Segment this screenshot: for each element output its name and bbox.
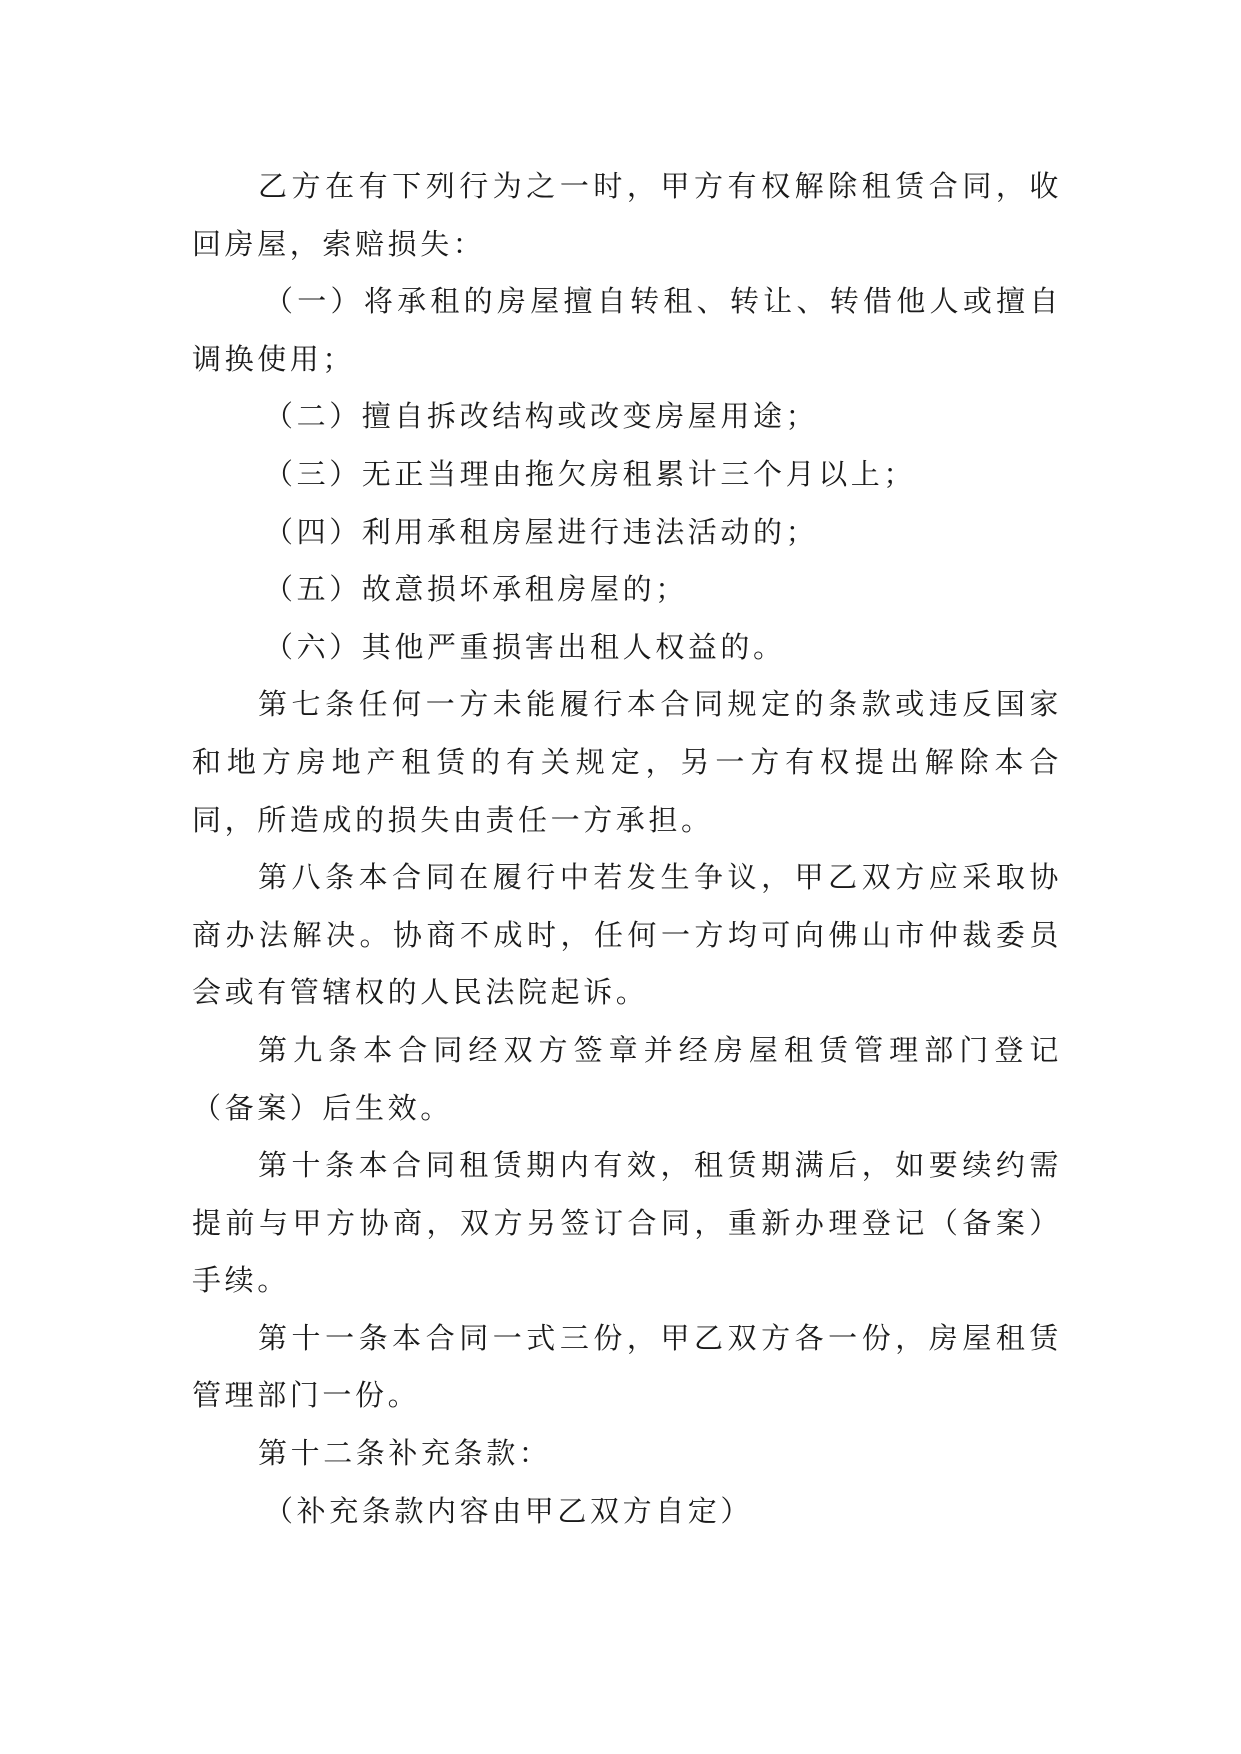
paragraph-item-3: （三）无正当理由拖欠房租累计三个月以上； xyxy=(264,456,917,491)
paragraph-article-10: 第十条本合同租赁期内有效，租赁期满后，如要续约需提前与甲方协商，双方另签订合同，重新办理登记（备案）手续。 xyxy=(192,1148,1062,1298)
paragraph-article-8: 第八条本合同在履行中若发生争议，甲乙双方应采取协商办法解决。协商不成时，任何一方均可向佛山市仲裁委员会或有管辖权的人民法院起诉。 xyxy=(192,860,1062,1010)
contract-body xyxy=(192,158,1062,1540)
paragraph-article-12: 第十二条补充条款： xyxy=(258,1436,552,1471)
paragraph-supplement-note: （补充条款内容由甲乙双方自定） xyxy=(264,1493,754,1528)
paragraph-article-9: 第九条本合同经双方签章并经房屋租赁管理部门登记（备案）后生效。 xyxy=(192,1032,1062,1125)
paragraph-item-5: （五）故意损坏承租房屋的； xyxy=(264,572,688,607)
paragraph-item-1: （一）将承租的房屋擅自转租、转让、转借他人或擅自调换使用； xyxy=(192,284,1062,376)
paragraph-article-7: 第七条任何一方未能履行本合同规定的条款或违反国家和地方房地产租赁的有关规定，另一方有权提出解除本合同，所造成的损失由责任一方承担。 xyxy=(192,687,1062,837)
paragraph-article-11: 第十一条本合同一式三份，甲乙双方各一份，房屋租赁管理部门一份。 xyxy=(192,1320,1062,1413)
paragraph-item-4: （四）利用承租房屋进行违法活动的； xyxy=(264,514,819,549)
paragraph-intro: 乙方在有下列行为之一时，甲方有权解除租赁合同，收回房屋，索赔损失： xyxy=(192,169,1062,261)
paragraph-item-2: （二）擅自拆改结构或改变房屋用途； xyxy=(264,399,819,434)
paragraph-item-6: （六）其他严重损害出租人权益的。 xyxy=(264,629,786,664)
